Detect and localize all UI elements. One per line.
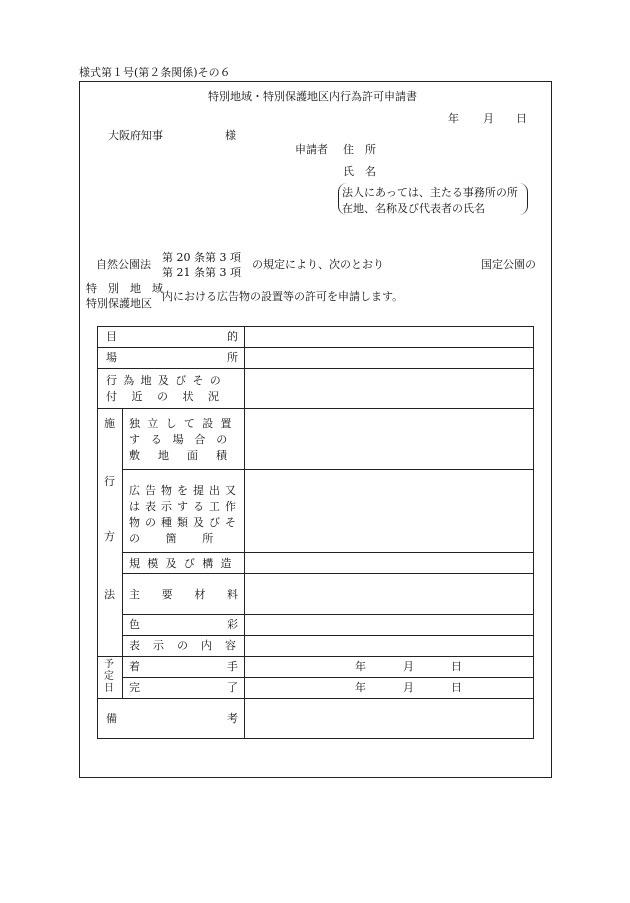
end-label: 完 了: [129, 681, 238, 694]
env-label-line1: 行為地及びその: [106, 374, 228, 387]
address-label: 住 所: [343, 143, 376, 156]
form-title: 特別地域・特別保護地区内行為許可申請書: [208, 90, 417, 103]
statement-middle: の規定により、次のとおり: [252, 258, 384, 271]
start-month: 月: [403, 660, 414, 673]
article-21: 第 21 条第 3 項: [162, 266, 241, 279]
material-label: 主 要 材 料: [129, 588, 238, 601]
schedule-char-3: 日: [104, 683, 114, 694]
date-year-label: 年: [448, 112, 459, 125]
end-year: 年: [355, 681, 366, 694]
purpose-label: 目 的: [106, 330, 238, 343]
remarks-label: 備 考: [106, 712, 238, 725]
place-label: 場 所: [106, 351, 238, 364]
color-label: 色 彩: [129, 618, 238, 631]
start-label: 着 手: [129, 660, 238, 673]
applicant-label: 申請者: [295, 143, 328, 156]
article-20: 第 20 条第 3 項: [162, 251, 241, 264]
start-day: 日: [451, 660, 462, 673]
standalone-line3: 敷地面積: [129, 449, 245, 462]
park-type: 国定公園の: [481, 258, 536, 271]
schedule-char-1: 予: [104, 659, 114, 670]
recipient-honorific: 様: [225, 129, 236, 142]
method-char-1: 施: [104, 417, 115, 430]
content-label: 表示の内容: [129, 639, 249, 652]
law-name: 自然公園法: [96, 258, 151, 271]
env-label-line2: 付近の状況: [106, 390, 234, 403]
area-special: 特 別 地 域: [86, 282, 163, 295]
statement-ending: 内における広告物の設置等の許可を申請します。: [162, 290, 404, 303]
method-char-2: 行: [104, 475, 115, 488]
ad-line4: の 箇 所: [129, 532, 221, 545]
scale-label: 規模及び構造: [129, 557, 239, 570]
start-year: 年: [355, 660, 366, 673]
method-char-4: 法: [104, 588, 115, 601]
name-label: 氏 名: [343, 165, 376, 178]
area-protected: 特別保護地区: [86, 297, 152, 310]
ad-line2: は表示する工作: [129, 500, 241, 513]
ad-line1: 広告物を提出又: [129, 484, 241, 497]
corp-note-line2: 在地、名称及び代表者の氏名: [342, 202, 485, 215]
ad-line3: 物の種類及びそ: [129, 516, 241, 529]
recipient-name: 大阪府知事: [108, 129, 163, 142]
form-number: 様式第１号(第２条関係)その６: [79, 66, 231, 79]
corp-note-line1: 法人にあっては、主たる事務所の所: [342, 186, 518, 199]
schedule-char-2: 定: [104, 671, 114, 682]
end-month: 月: [403, 681, 414, 694]
end-day: 日: [451, 681, 462, 694]
standalone-line1: 独立して設置: [129, 417, 239, 430]
method-char-3: 方: [104, 530, 115, 543]
standalone-line2: する場合の: [129, 433, 238, 446]
date-month-label: 月: [483, 112, 494, 125]
date-day-label: 日: [516, 112, 527, 125]
